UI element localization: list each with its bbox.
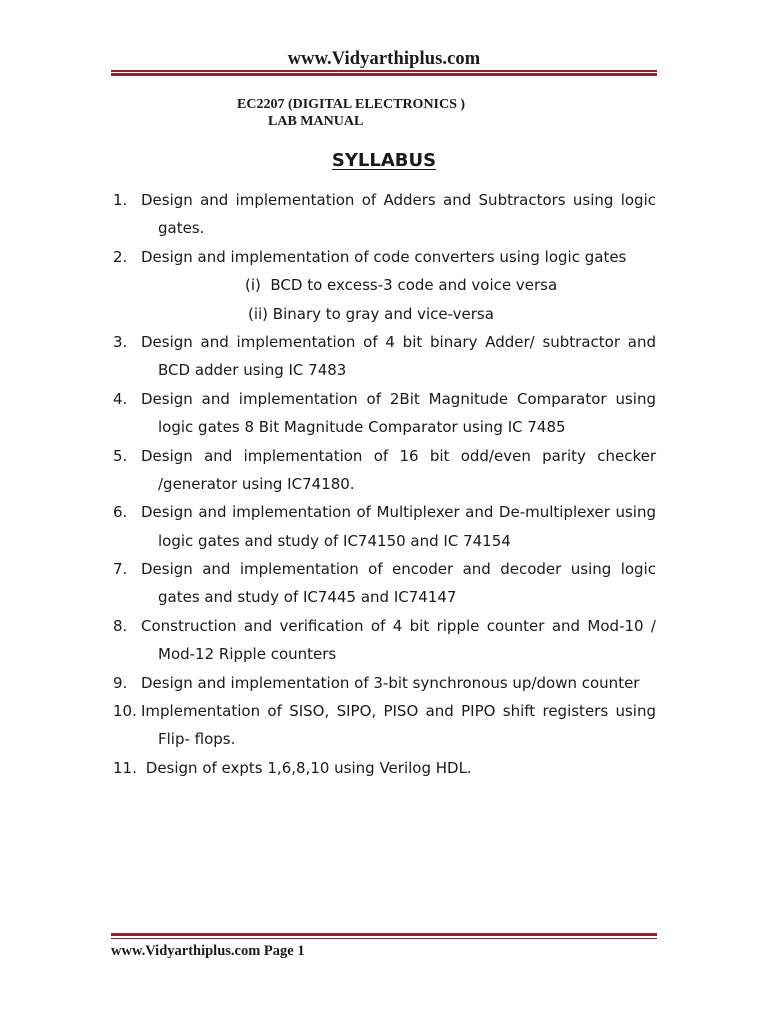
- list-item: [113, 243, 656, 271]
- item-number: 6.: [113, 503, 128, 522]
- item-continuation: logic gates and study of IC74150 and IC 74154: [158, 531, 511, 550]
- item-continuation: /generator using IC74180.: [158, 474, 355, 493]
- item-continuation: Mod-12 Ripple counters: [158, 645, 337, 664]
- syllabus-heading: SYLLABUS: [331, 150, 437, 171]
- item-number: 1.: [113, 191, 128, 209]
- item-continuation: gates.: [158, 219, 205, 238]
- document-title: EC2207 (DIGITAL ELECTRONICS ): [237, 97, 466, 112]
- item-number: 4.: [113, 389, 128, 408]
- item-text: Design and implementation of 16 bit odd/even parity checker: [141, 446, 656, 465]
- list-item: [113, 669, 656, 697]
- item-number: 3.: [113, 332, 128, 351]
- item-text: Design and implementation of code converters using logic gates: [141, 247, 627, 266]
- item-number: 11.: [113, 758, 137, 777]
- item-text: Design of expts 1,6,8,10 using Verilog HDL.: [141, 758, 472, 777]
- item-number: 10.: [113, 702, 137, 721]
- sub-item: (i) BCD to excess-3 code and voice versa: [245, 276, 558, 295]
- item-text: Design and implementation of Adders and Subtractors using logic: [141, 191, 656, 209]
- item-continuation: BCD adder using IC 7483: [158, 361, 347, 380]
- item-text: Design and implementation of 4 bit binary Adder/ subtractor and: [141, 332, 656, 351]
- document-subtitle: LAB MANUAL: [268, 114, 364, 129]
- list-item: [113, 385, 656, 413]
- item-number: 9.: [113, 673, 128, 692]
- list-item: [113, 697, 656, 725]
- item-text: Construction and verification of 4 bit ripple counter and Mod-10 /: [141, 616, 656, 635]
- item-continuation: logic gates 8 Bit Magnitude Comparator using IC 7485: [158, 418, 566, 437]
- item-text: Design and implementation of encoder and decoder using logic: [141, 560, 656, 579]
- list-item: [113, 498, 656, 526]
- list-item: [113, 442, 656, 470]
- item-text: Design and implementation of 3-bit synchronous up/down counter: [141, 673, 640, 692]
- list-item: [113, 555, 656, 583]
- item-text: Design and implementation of 2Bit Magnitude Comparator using: [141, 389, 656, 408]
- list-item: [113, 186, 656, 214]
- syllabus-list: [113, 186, 656, 782]
- footer-rule: [111, 933, 657, 939]
- item-number: 2.: [113, 247, 128, 266]
- sub-item: (ii) Binary to gray and vice-versa: [248, 304, 494, 323]
- item-continuation: Flip- flops.: [158, 730, 236, 749]
- item-continuation: gates and study of IC7445 and IC74147: [158, 588, 457, 607]
- item-text: Design and implementation of Multiplexer and De-multiplexer using: [141, 503, 656, 522]
- header-rule: [111, 70, 657, 76]
- item-number: 7.: [113, 560, 128, 579]
- list-item: [113, 328, 656, 356]
- list-item: [113, 754, 656, 782]
- item-number: 8.: [113, 616, 128, 635]
- page-footer: www.Vidyarthiplus.com Page 1: [111, 943, 305, 959]
- list-item: [113, 612, 656, 640]
- site-header: www.Vidyarthiplus.com: [287, 49, 481, 69]
- item-text: Implementation of SISO, SIPO, PISO and PIPO shift registers using: [141, 702, 656, 721]
- item-number: 5.: [113, 446, 128, 465]
